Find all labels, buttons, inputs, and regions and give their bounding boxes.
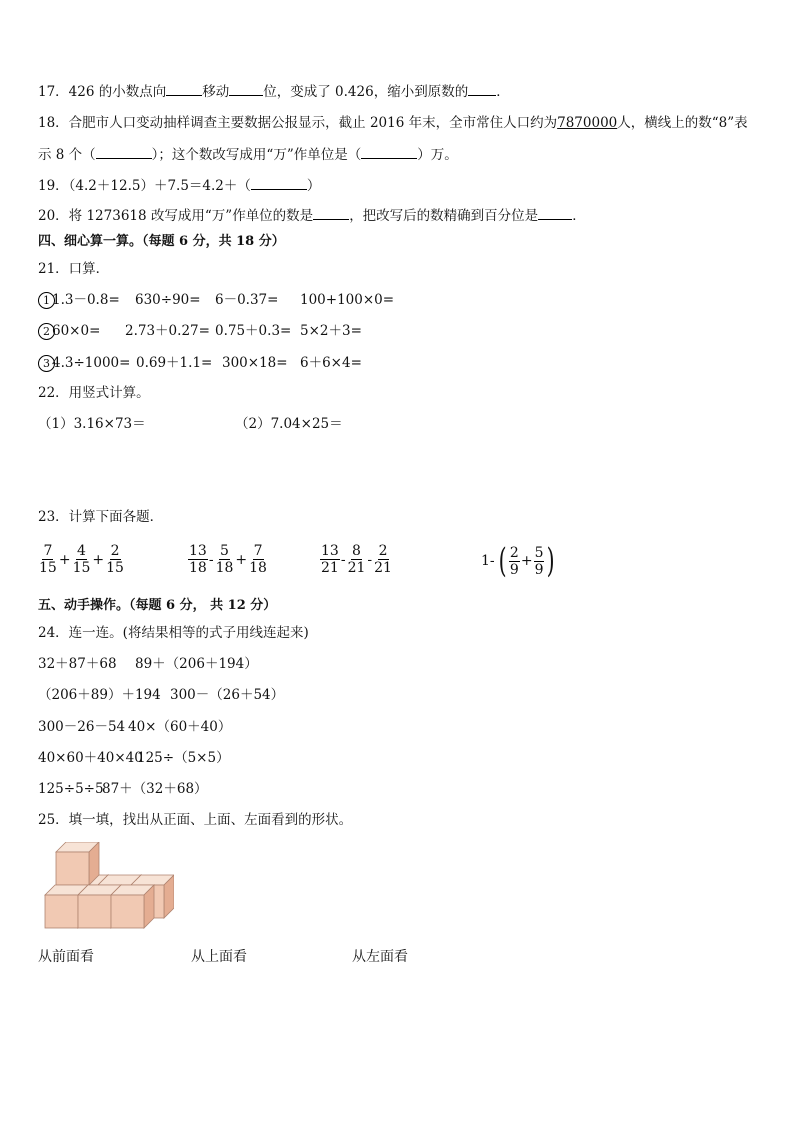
match-right-item[interactable]: 89＋（206＋194） xyxy=(135,656,258,672)
question-17: 17．426 的小数点向 移动 位，变成了 0.426，缩小到原数的 ． xyxy=(38,84,510,100)
question-24-title: 24．连一连。(将结果相等的式子用线连起来) xyxy=(38,625,309,641)
match-left-item[interactable]: （206＋89）＋194 xyxy=(38,687,161,703)
section-5-heading: 五、动手操作。（每题 6 分， 共 12 分） xyxy=(38,598,277,613)
mental-math-item: 0.75＋0.3= xyxy=(215,323,292,339)
match-left-item[interactable]: 125÷5÷5 xyxy=(38,781,104,797)
mental-math-item: 6－0.37= xyxy=(215,292,279,308)
mental-math-item: 100+100×0= xyxy=(300,292,395,308)
match-left-item[interactable]: 32＋87＋68 xyxy=(38,656,117,672)
vertical-calc-2: （2）7.04×25＝ xyxy=(235,416,343,432)
question-22-title: 22．用竖式计算。 xyxy=(38,385,150,401)
cube xyxy=(56,842,99,885)
answer-blank[interactable] xyxy=(229,82,263,96)
mental-math-item: 0.69＋1.1= xyxy=(136,355,213,371)
match-left-item[interactable]: 300－26－54 xyxy=(38,719,126,735)
question-23-title: 23．计算下面各题． xyxy=(38,509,164,525)
match-right-item[interactable]: 125÷（5×5） xyxy=(137,750,230,766)
question-19: 19．（4.2＋12.5）＋7.5＝4.2＋（ ） xyxy=(38,178,321,194)
mental-math-item: 60×0= xyxy=(52,323,101,339)
answer-blank[interactable] xyxy=(313,206,349,220)
fraction-expression-3: $\frac{13}{21}$ - $\frac{8}{21}$ - $\frac{2}{21}$ xyxy=(321,543,392,576)
mental-math-item: 5×2＋3= xyxy=(300,323,362,339)
fraction: $\frac{4}{15}$ xyxy=(72,543,91,576)
fraction: $\frac{7}{18}$ xyxy=(249,543,267,576)
mental-math-item: 630÷90= xyxy=(135,292,201,308)
right-paren: ) xyxy=(547,541,556,581)
view-label-top: 从上面看 xyxy=(191,949,247,965)
mental-math-item: 300×18= xyxy=(222,355,288,371)
answer-blank[interactable] xyxy=(96,145,152,159)
underlined-number: 7870000 xyxy=(557,115,618,131)
fraction-expression-1: $\frac{7}{15}$ + $\frac{4}{15}$ + $\frac{2}{15}$ xyxy=(39,543,124,576)
question-21-title: 21．口算． xyxy=(38,261,110,277)
fraction: $\frac{5}{9}$ xyxy=(534,544,544,578)
fraction: $\frac{2}{21}$ xyxy=(374,543,392,576)
match-right-item[interactable]: 87＋（32＋68） xyxy=(102,781,208,797)
fraction: $\frac{2}{15}$ xyxy=(106,543,124,576)
mental-math-item: 4.3÷1000= xyxy=(52,355,131,371)
match-right-item[interactable]: 300－（26＋54） xyxy=(170,687,285,703)
cube xyxy=(111,885,154,928)
fraction: $\frac{13}{18}$ xyxy=(189,543,207,576)
circled-number: 1 xyxy=(38,292,55,309)
answer-blank[interactable] xyxy=(468,82,496,96)
question-25-title: 25．填一填，找出从正面、上面、左面看到的形状。 xyxy=(38,812,353,828)
mental-math-item: 1.3－0.8= xyxy=(52,292,120,308)
vertical-calc-1: （1）3.16×73＝ xyxy=(38,416,146,432)
circled-number: 2 xyxy=(38,323,55,340)
question-20: 20．将 1273618 改写成用“万”作单位的数是 ，把改写后的数精确到百分位是 ． xyxy=(38,208,586,224)
fraction: $\frac{7}{15}$ xyxy=(39,543,57,576)
fraction: $\frac{5}{18}$ xyxy=(215,543,234,576)
match-right-item[interactable]: 40×（60＋40） xyxy=(128,719,232,735)
question-18-line2: 示 8 个（ ）；这个数改写成用“万”作单位是（ ）万。 xyxy=(38,147,458,163)
mental-math-item: 2.73＋0.27= xyxy=(125,323,210,339)
fraction-expression-2: $\frac{13}{18}$ - $\frac{5}{18}$ + $\frac{7}{18}$ xyxy=(189,543,267,576)
fraction: $\frac{8}{21}$ xyxy=(347,543,366,576)
view-label-front: 从前面看 xyxy=(38,949,94,965)
answer-blank[interactable] xyxy=(166,82,202,96)
left-paren: ( xyxy=(498,541,507,581)
view-label-left: 从左面看 xyxy=(352,949,408,965)
fraction-expression-4: 1- ( $\frac{2}{9}$ + $\frac{5}{9}$ ) xyxy=(481,541,556,581)
mental-math-item: 6＋6×4= xyxy=(300,355,362,371)
section-4-heading: 四、细心算一算。（每题 6 分，共 18 分） xyxy=(38,234,285,249)
match-left-item[interactable]: 40×60＋40×40 xyxy=(38,750,143,766)
fraction: $\frac{2}{9}$ xyxy=(509,544,519,578)
cube-stack-figure xyxy=(44,842,174,934)
question-18-line1: 18．合肥市人口变动抽样调查主要数据公报显示，截止 2016 年末，全市常住人口约为7870000人，横线上的数“8”表 xyxy=(38,115,748,131)
answer-blank[interactable] xyxy=(251,176,307,190)
answer-blank[interactable] xyxy=(538,206,572,220)
answer-blank[interactable] xyxy=(361,145,417,159)
circled-number: 3 xyxy=(38,355,55,372)
fraction: $\frac{13}{21}$ xyxy=(321,543,339,576)
